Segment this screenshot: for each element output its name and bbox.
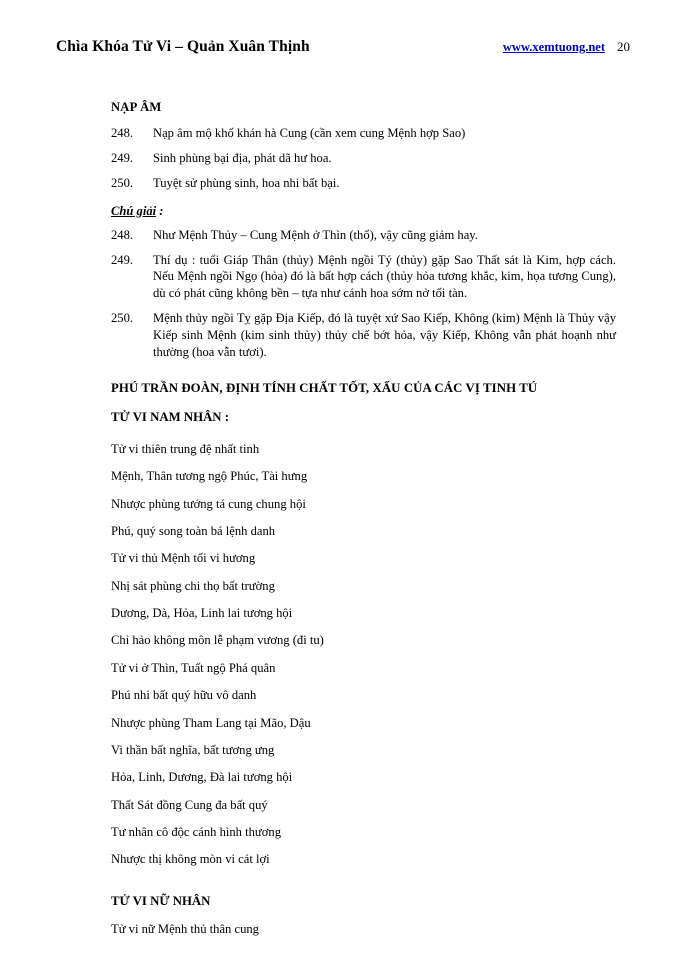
verse-line: Phú, quý song toàn bá lệnh danh — [111, 523, 276, 538]
verse-line: Vi thần bất nghĩa, bất tương ưng — [111, 742, 275, 757]
verse-line: Nhị sát phùng chi thọ bất trường — [111, 578, 275, 593]
website-link[interactable]: www.xemtuong.net — [502, 40, 605, 54]
verse-line: Chỉ hảo không môn lễ phạm vương (đi tu) — [111, 633, 324, 648]
chu-giai-label: Chú giải — [111, 203, 157, 218]
chu-giai-colon: : — [156, 203, 164, 218]
item-number: 248. — [111, 126, 134, 140]
page-header — [56, 38, 630, 56]
item-text: Nạp âm mộ khố khán hà Cung (cần xem cung Mệnh hợp Sao) — [153, 126, 466, 140]
item-text: Như Mệnh Thủy – Cung Mệnh ở Thìn (thổ), vậy cũng giảm hay. — [153, 227, 478, 242]
verse-line: Tử vi ở Thìn, Tuất ngộ Phá quân — [111, 660, 276, 675]
item-number: 250. — [111, 175, 134, 190]
item-text: Mệnh thủy ngồi Tỵ gặp Địa Kiếp, đó là tuyệt xứ Sao Kiếp, Không (kim) Mệnh là Thủy vậy Kiếp sinh Mệnh (kim sinh thủy) thủy chế bớt hỏa, vậy Kiếp, Không vẫn phát hoạnh như thường (hoa vẫn tươi). — [153, 311, 616, 359]
item-text: Thí dụ : tuổi Giáp Thân (thủy) Mệnh ngồi Tý (thủy) gặp Sao Thất sát là Kim, hợp cách. Nếu Mệnh ngồi Ngọ (hỏa) đó là bất hợp cách (thủy hỏa tương khắc, kim, họa tương Cung), dù có phát cũng không bền – tựa như cánh hoa sớm nở tối tàn. — [153, 252, 616, 301]
verse-line: Phú nhi bất quý hữu vô danh — [111, 688, 257, 703]
verse-line: Nhược phùng Tham Lang tại Mão, Dậu — [111, 715, 311, 730]
list-item — [111, 125, 616, 142]
verse-line: Hỏa, Linh, Dương, Đà lai tương hội — [111, 770, 293, 785]
item-text: Sinh phùng bại địa, phát dã hư hoa. — [153, 150, 332, 165]
list-item — [111, 310, 616, 361]
item-number: 250. — [111, 311, 134, 326]
verse-line: Tử vi nữ Mệnh thủ thân cung — [111, 922, 259, 937]
verse-line: Tử vi thủ Mệnh tối vi hương — [111, 551, 256, 566]
list-item — [111, 252, 616, 303]
list-item — [111, 175, 616, 192]
verse-line: Dương, Dà, Hỏa, Linh lai tương hội — [111, 606, 293, 620]
header-right-group — [503, 39, 630, 55]
verse-line: Tư nhân cô độc cánh hình thương — [111, 825, 281, 839]
item-number: 249. — [111, 150, 134, 165]
item-text: Tuyệt sử phùng sinh, hoa nhi bất bại. — [153, 175, 340, 190]
page-content — [56, 100, 630, 938]
verse-line: Thất Sát đồng Cung đa bất quý — [111, 797, 268, 812]
subsection-title-nu-nhan: TỬ VI NỮ NHÂN — [111, 894, 211, 909]
verse-line: Nhược phùng tướng tá cung chung hội — [111, 496, 306, 511]
subsection-title-nam-nhan: TỬ VI NAM NHÂN : — [111, 409, 230, 424]
verse-line: Mệnh, Thân tương ngộ Phúc, Tài hưng — [111, 469, 308, 484]
list-item — [111, 227, 616, 244]
verse-line: Tử vi thiên trung đệ nhất tinh — [111, 441, 260, 456]
item-number: 248. — [111, 227, 134, 242]
book-title: Chìa Khóa Tử Vi – Quản Xuân Thịnh — [56, 38, 310, 55]
list-item — [111, 150, 616, 167]
item-number: 249. — [111, 252, 134, 267]
verse-line: Nhược thị không mòn vi cát lợi — [111, 852, 270, 867]
section-title-nap-am: NẠP ÂM — [111, 100, 162, 114]
section-title-phu-tran-doan: PHÚ TRẦN ĐOÀN, ĐỊNH TÍNH CHẤT TỐT, XẤU CỦA CÁC VỊ TINH TÚ — [111, 380, 538, 395]
chu-giai-heading — [111, 204, 616, 219]
page-number: 20 — [617, 39, 630, 54]
